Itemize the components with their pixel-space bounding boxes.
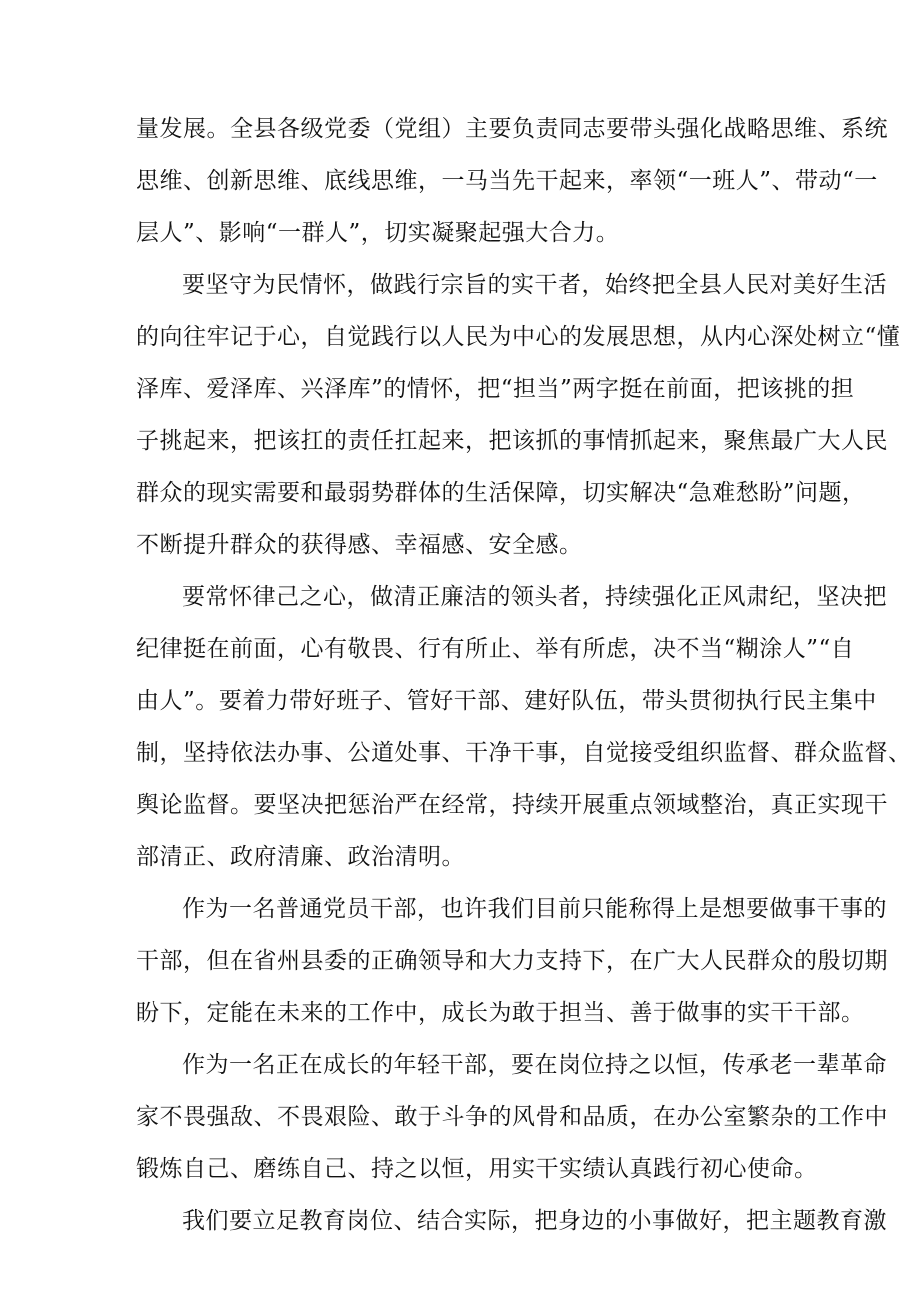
text-line: 由人”。要着力带好班子、管好干部、建好队伍，带头贯彻执行民主集中: [136, 688, 877, 714]
text-line: 群众的现实需要和最弱势群体的生活保障，切实解决“急难愁盼”问题，: [136, 480, 866, 506]
text-line: 干部，但在省州县委的正确领导和大力支持下，在广大人民群众的殷切期: [136, 948, 888, 974]
text-line: 的向往牢记于心，自觉践行以人民为中心的发展思想，从内心深处树立“懂: [136, 324, 901, 350]
text-line: 不断提升群众的获得感、幸福感、安全感。: [136, 532, 583, 558]
text-line: 部清正、政府清廉、政治清明。: [136, 844, 465, 870]
text-line: 思维、创新思维、底线思维，一马当先干起来，率领“一班人”、带动“一: [136, 168, 878, 194]
text-line: 作为一名正在成长的年轻干部，要在岗位持之以恒，传承老一辈革命: [182, 1052, 887, 1078]
text-line: 制，坚持依法办事、公道处事、干净干事，自觉接受组织监督、群众监督、: [136, 740, 912, 766]
text-line: 量发展。全县各级党委（党组）主要负责同志要带头强化战略思维、系统: [136, 116, 888, 142]
text-line: 纪律挺在前面，心有敬畏、行有所止、举有所虑，决不当“糊涂人”“自: [136, 636, 855, 662]
text-line: 作为一名普通党员干部，也许我们目前只能称得上是想要做事干事的: [182, 896, 887, 922]
text-line: 泽库、爱泽库、兴泽库”的情怀，把“担当”两字挺在前面，把该挑的担: [136, 376, 855, 402]
text-line: 锻炼自己、磨练自己、持之以恒，用实干实绩认真践行初心使命。: [136, 1156, 818, 1182]
text-line: 层人”、影响“一群人”，切实凝聚起强大合力。: [136, 220, 620, 246]
text-line: 舆论监督。要坚决把惩治严在经常，持续开展重点领域整治，真正实现干: [136, 792, 888, 818]
text-line: 我们要立足教育岗位、结合实际，把身边的小事做好，把主题教育激: [182, 1208, 887, 1234]
text-line: 子挑起来，把该扛的责任扛起来，把该抓的事情抓起来，聚焦最广大人民: [136, 428, 888, 454]
text-line: 要坚守为民情怀，做践行宗旨的实干者，始终把全县人民对美好生活: [182, 272, 887, 298]
text-line: 盼下，定能在未来的工作中，成长为敢于担当、善于做事的实干干部。: [136, 1000, 865, 1026]
text-line: 要常怀律己之心，做清正廉洁的领头者，持续强化正风肃纪，坚决把: [182, 584, 887, 610]
text-line: 家不畏强敌、不畏艰险、敢于斗争的风骨和品质，在办公室繁杂的工作中: [136, 1104, 888, 1130]
